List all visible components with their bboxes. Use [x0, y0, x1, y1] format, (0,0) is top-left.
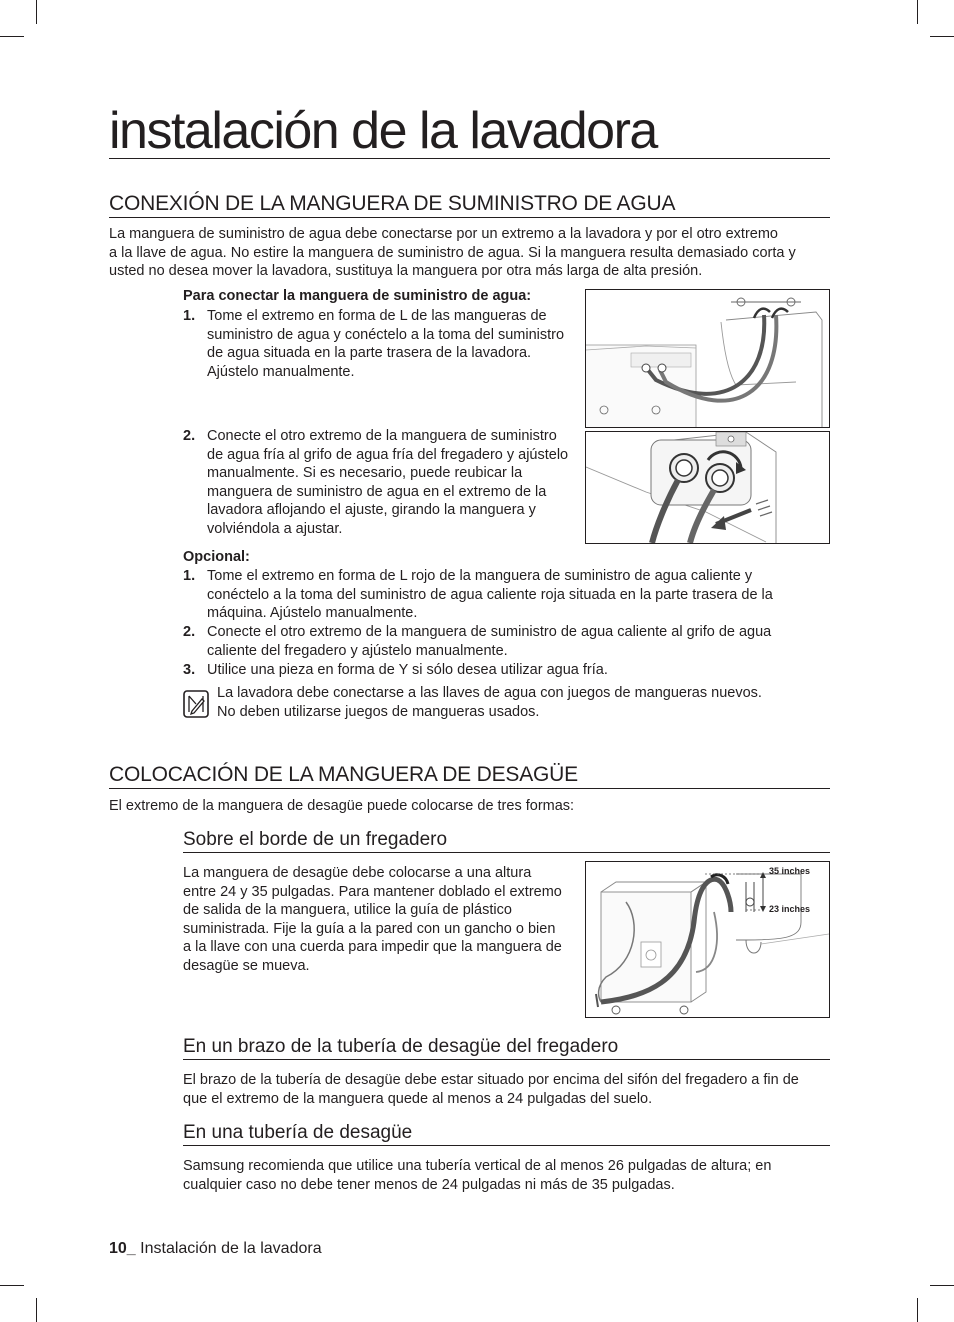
- text-line: Utilice una pieza en forma de Y si sólo desea utilizar agua fría.: [207, 662, 608, 678]
- step-number: 1.: [183, 308, 196, 324]
- text-line: caliente del fregadero y ajústelo manualmente.: [207, 642, 508, 659]
- text-line: La manguera de suministro de agua debe conectarse por un extremo a la lavadora y por el otro extremo: [109, 226, 778, 242]
- text-line: entre 24 y 35 pulgadas. Para mantener doblado el extremo: [183, 883, 562, 900]
- figure-label-23-inches: 23 inches: [769, 904, 811, 914]
- crop-mark: [36, 1298, 37, 1322]
- crop-mark: [0, 1285, 24, 1286]
- page-number: 10_: [109, 1240, 136, 1257]
- note-pencil-icon: [183, 690, 209, 718]
- text-line: desagüe se mueva.: [183, 957, 310, 974]
- text-line: que el extremo de la manguera quede al menos a 24 pulgadas del suelo.: [183, 1090, 653, 1107]
- crop-mark: [917, 1298, 918, 1322]
- crop-mark: [917, 0, 918, 24]
- text-line: cualquier caso no debe tener menos de 24 pulgadas ni más de 35 pulgadas.: [183, 1176, 675, 1193]
- text-line: volviéndola a ajustar.: [207, 520, 343, 537]
- text-line: a la llave de agua. No estire la manguera de suministro de agua. Si la manguera resulta demasiado corta y: [109, 244, 796, 261]
- text-line: a la llave con una cuerda para impedir que la manguera de: [183, 939, 562, 956]
- figure-label-35-inches: 35 inches: [769, 866, 811, 876]
- text-line: usted no desea mover la lavadora, sustituya la manguera por otra más larga de alta presión.: [109, 263, 703, 280]
- text-line: manualmente. Si es necesario, puede reubicar la: [207, 465, 523, 482]
- section1-intro: [109, 225, 830, 281]
- crop-mark: [0, 36, 24, 37]
- text-line: Conecte el otro extremo de la manguera de suministro: [207, 428, 557, 444]
- section-heading-drain-hose: COLOCACIÓN DE LA MANGUERA DE DESAGÜE: [109, 763, 830, 789]
- subheading-drain-pipe: En una tubería de desagüe: [183, 1122, 830, 1146]
- text-line: El brazo de la tubería de desagüe debe estar situado por encima del sifón del fregadero a fin de: [183, 1072, 799, 1088]
- step-number: 3.: [183, 662, 196, 678]
- subheading-sink-drain-arm: En un brazo de la tubería de desagüe del fregadero: [183, 1036, 830, 1060]
- step-number: 2.: [183, 428, 196, 444]
- text-line: suministro de agua y conéctelo a la toma del suministro: [207, 326, 565, 343]
- text-line: suministrada. Fije la guía a la pared con un gancho o bien: [183, 920, 556, 937]
- text-line: Tome el extremo en forma de L de las mangueras de: [207, 308, 547, 324]
- text-line: de agua situada en la parte trasera de la lavadora.: [207, 345, 532, 362]
- text-line: máquina. Ajústelo manualmente.: [207, 605, 418, 622]
- page-footer: [109, 1240, 322, 1258]
- sink-edge-text: [183, 864, 583, 976]
- step-number: 1.: [183, 568, 196, 584]
- step-number: 2.: [183, 624, 196, 640]
- optional-step-1: [183, 567, 830, 623]
- crop-mark: [930, 36, 954, 37]
- text-line: de agua fría al grifo de agua fría del fregadero y ajústelo: [207, 446, 569, 463]
- footer-title: Instalación de la lavadora: [135, 1240, 322, 1257]
- section2-intro: El extremo de la manguera de desagüe puede colocarse de tres formas:: [109, 798, 575, 814]
- text-line: Conecte el otro extremo de la manguera de suministro de agua caliente al grifo de agua: [207, 624, 772, 640]
- note-text: [217, 684, 827, 721]
- text-line: conéctelo a la toma del suministro de agua caliente roja situada en la parte trasera de la: [207, 586, 773, 603]
- optional-step-3: [183, 661, 830, 681]
- drain-pipe-text: [183, 1157, 830, 1194]
- step-1: [183, 307, 583, 387]
- figure-hose-closeup: [585, 431, 830, 544]
- text-line: de salida de la manguera, utilice la guía de plástico: [183, 902, 512, 919]
- section-heading-water-supply: CONEXIÓN DE LA MANGUERA DE SUMINISTRO DE AGUA: [109, 192, 830, 218]
- optional-step-2: [183, 623, 830, 661]
- step-2: [183, 427, 583, 542]
- figure-drain-hose: [585, 861, 830, 1018]
- procedure-label: Para conectar la manguera de suministro de agua:: [183, 288, 532, 304]
- text-line: Tome el extremo en forma de L rojo de la manguera de suministro de agua caliente y: [207, 568, 753, 584]
- crop-mark: [36, 0, 37, 24]
- text-line: Samsung recomienda que utilice una tubería vertical de al menos 26 pulgadas de altura; en: [183, 1158, 772, 1174]
- text-line: No deben utilizarse juegos de mangueras usados.: [217, 703, 540, 720]
- crop-mark: [930, 1285, 954, 1286]
- page-title: instalación de la lavadora: [109, 104, 830, 159]
- text-line: La manguera de desagüe debe colocarse a una altura: [183, 865, 532, 881]
- text-line: lavadora aflojando el ajuste, girando la manguera y: [207, 502, 536, 519]
- optional-label: Opcional:: [183, 549, 250, 565]
- figure-hose-connection: [585, 289, 830, 428]
- text-line: manguera de suministro de agua en el extremo de la: [207, 483, 547, 500]
- subheading-sink-edge: Sobre el borde de un fregadero: [183, 829, 830, 853]
- text-line: Ajústelo manualmente.: [207, 363, 355, 380]
- text-line: La lavadora debe conectarse a las llaves de agua con juegos de mangueras nuevos.: [217, 685, 762, 701]
- sink-drain-arm-text: [183, 1071, 830, 1108]
